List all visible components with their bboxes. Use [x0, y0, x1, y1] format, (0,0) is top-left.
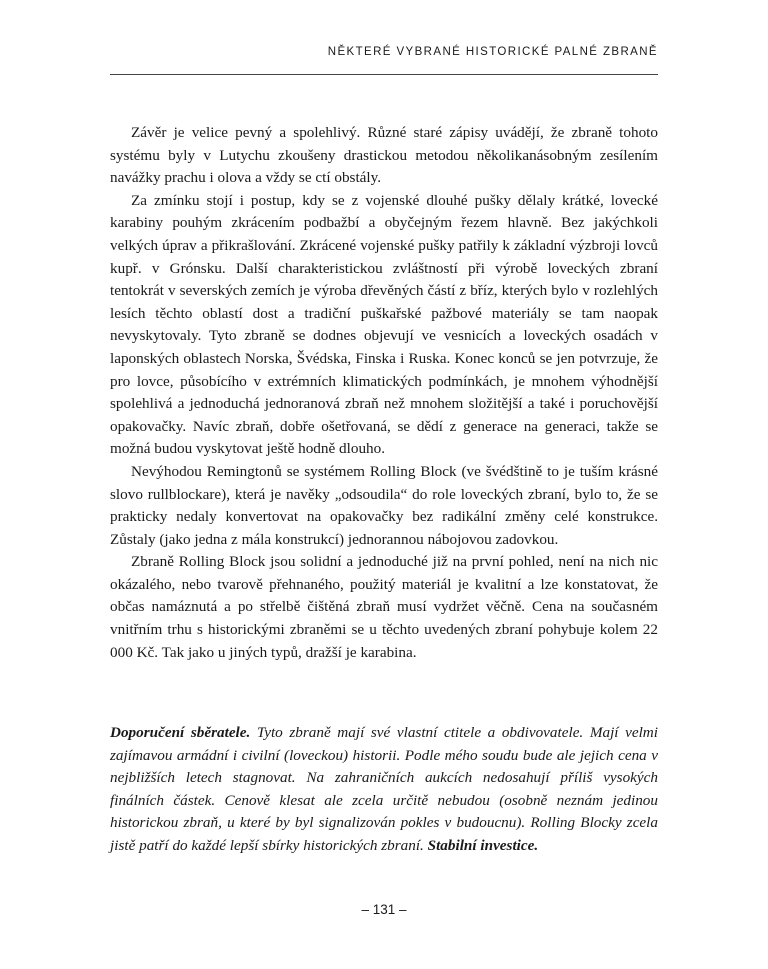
body-text [110, 122, 658, 664]
recommendation-closing: Stabilní investice. [427, 836, 539, 854]
paragraph-4: Zbraně Rolling Block jsou solidní a jednoduché již na první pohled, není na nich nic okázalého, nebo tvarově přehnaného, použitý materiál je kvalitní a lze konstatovat, že občas namáznutá a po střelbě čištěná zbraň musí vydržet věčně. Cena na současném vnitřním trhu s historickými zbraněmi se u těchto uvedených zbraní pohybuje kolem 22 000 Kč. Tak jako u jiných typů, dražší je karabina. [110, 553, 658, 661]
paragraph-1: Závěr je velice pevný a spolehlivý. Různé staré zápisy uvádějí, že zbraně tohoto systému byly v Lutychu zkoušeny drastickou metodou několikanásobným zesílením navážky prachu i olova a vždy se ctí obstály. [110, 124, 658, 187]
collector-recommendation [110, 722, 658, 858]
page-number: – 131 – [361, 902, 407, 917]
paragraph-3: Nevýhodou Remingtonů se systémem Rolling Block (ve švédštině to je tuším krásné slovo rullblockare), která je navěky „odsoudila“ do role loveckých zbraní, bylo to, že se prakticky nedaly konvertovat na opakovačky bez radikální změny celé konstrukce. Zůstaly (jako jedna z mála konstrukcí) jednorannou nábojovou zadovkou. [110, 462, 658, 548]
recommendation-paragraph [110, 722, 658, 858]
header-divider [110, 74, 658, 75]
running-header: NĚKTERÉ VYBRANÉ HISTORICKÉ PALNÉ ZBRANĚ [327, 46, 658, 58]
paragraph-2: Za zmínku stojí i postup, kdy se z vojenské dlouhé pušky dělaly krátké, lovecké karabiny pouhým zkrácením podbažbí a obyčejným řezem hlavně. Bez jakýchkoli velkých úprav a přikrašlování. Zkrácené vojenské pušky patřily k základní výzbroji lovců kupř. v Grónsku. Další charakteristickou zvláštností při výrobě loveckých zbraní tentokrát v severských zemích je výroba dřevěných částí z bříz, kterých bylo v rozlehlých lesích těchto oblastí dost a tradiční puškařské pažbové materiály se tam naopak nevyskytovaly. Tyto zbraně se dodnes objevují ve vesnicích a loveckých osadách v laponských oblastech Norska, Švédska, Finska i Ruska. Konec konců se jen potvrzuje, že pro lovce, působícího v extrémních klimatických podmínkách, je mnohem výhodnější spolehlivá a jednoduchá jednoranová zbraň než mnohem složitější a také i poruchovější opakovačky. Navíc zbraň, dobře ošetřovaná, se dědí z generace na generaci, takže se možná budou vyskytovat ještě hodně dlouho. [110, 191, 658, 458]
recommendation-text: Tyto zbraně mají své vlastní ctitele a obdivovatele. Mají velmi zajímavou armádní i civilní (loveckou) historii. Podle mého soudu bude ale jejich cena v nejbližších letech stagnovat. Na zahraničních aukcích nedosahují příliš vysokých finálních částek. Cenově klesat ale zcela určitě nebudou (osobně neznám jedinou historickou zbraň, u které by byl signalizován pokles v budoucnu). Rolling Blocky zcela jistě patří do každé lepší sbírky historických zbraní. [110, 724, 658, 854]
recommendation-lead: Doporučení sběratele. [110, 724, 251, 741]
